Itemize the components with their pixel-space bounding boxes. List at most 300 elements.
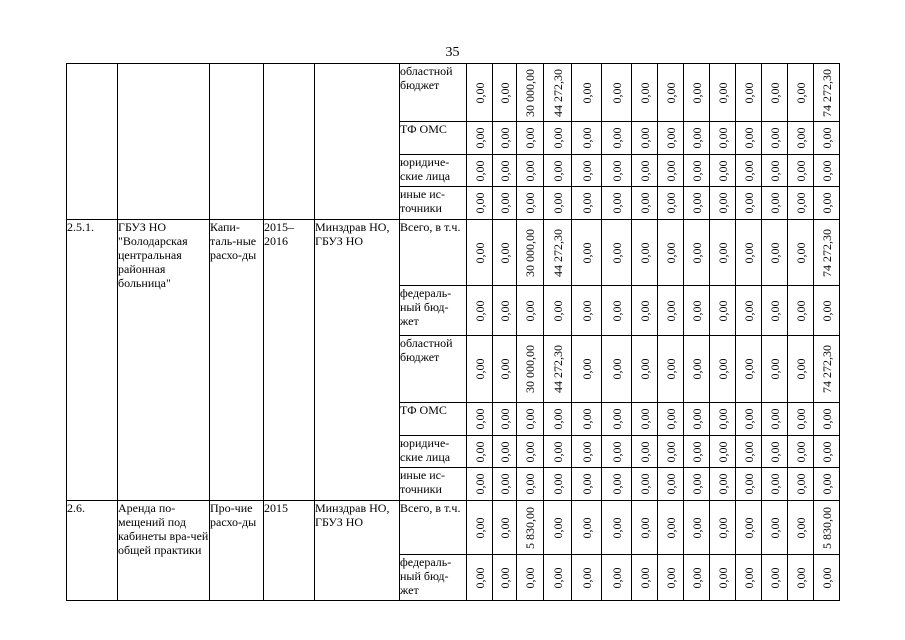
amount-value: 0,00	[715, 127, 730, 149]
amount-cell	[544, 122, 572, 155]
amount-cell	[572, 501, 602, 555]
amount-value: 0,00	[793, 242, 808, 263]
amount-value: 0,00	[793, 358, 808, 380]
amount-value: 0,00	[550, 473, 565, 495]
amount-cell	[544, 501, 572, 555]
funding-source: областной бюджет	[400, 64, 467, 122]
executor: Минздрав НО, ГБУЗ НО	[315, 220, 400, 501]
amount-cell	[493, 122, 517, 155]
amount-cell	[467, 220, 493, 286]
amount-value: 0,00	[609, 127, 624, 149]
amount-cell	[602, 187, 632, 220]
amount-cell	[710, 187, 736, 220]
amount-cell	[602, 155, 632, 187]
empty-cell	[315, 64, 400, 220]
amount-value: 0,00	[689, 517, 704, 538]
amount-value: 74 272,30	[819, 68, 834, 117]
amount-cell	[493, 155, 517, 187]
amount-cell	[736, 555, 762, 601]
amount-cell	[684, 64, 710, 122]
amount-cell	[572, 436, 602, 468]
amount-value: 0,00	[579, 408, 594, 430]
amount-value: 0,00	[689, 473, 704, 495]
amount-value: 0,00	[637, 473, 652, 495]
amount-value: 0,00	[579, 567, 594, 588]
amount-cell	[814, 187, 840, 220]
amount-value: 0,00	[497, 82, 512, 103]
amount-value: 0,00	[715, 300, 730, 321]
amount-value: 74 272,30	[819, 228, 834, 277]
amount-value: 0,00	[472, 300, 487, 321]
funding-source: юридиче-ские лица	[400, 155, 467, 187]
amount-cell	[493, 436, 517, 468]
amount-value: 0,00	[523, 192, 537, 214]
amount-cell	[684, 336, 710, 403]
amount-value: 0,00	[689, 242, 704, 263]
amount-value: 0,00	[715, 441, 730, 462]
amount-cell	[658, 501, 684, 555]
amount-value: 0,00	[609, 473, 624, 495]
amount-value: 0,00	[523, 300, 537, 321]
amount-cell	[814, 555, 840, 601]
amount-cell	[684, 286, 710, 336]
table-row	[67, 220, 840, 286]
amount-value: 0,00	[472, 82, 487, 103]
amount-cell	[762, 187, 788, 220]
amount-value: 0,00	[767, 358, 782, 380]
amount-value: 0,00	[523, 160, 537, 181]
amount-cell	[736, 122, 762, 155]
amount-cell	[788, 336, 814, 403]
amount-value: 0,00	[497, 408, 512, 430]
amount-value: 0,00	[663, 473, 678, 495]
amount-cell	[762, 336, 788, 403]
amount-cell	[684, 468, 710, 501]
amount-cell	[736, 220, 762, 286]
amount-cell	[814, 468, 840, 501]
amount-value: 0,00	[689, 408, 704, 430]
amount-value: 0,00	[472, 242, 487, 263]
amount-cell	[517, 122, 544, 155]
amount-cell	[493, 64, 517, 122]
amount-value: 0,00	[689, 82, 704, 103]
amount-value: 0,00	[609, 82, 624, 103]
amount-cell	[814, 155, 840, 187]
amount-value: 0,00	[741, 517, 756, 538]
expense-type: Капи-таль-ные расхо-ды	[210, 220, 264, 501]
amount-cell	[710, 122, 736, 155]
amount-cell	[684, 403, 710, 436]
amount-cell	[632, 555, 658, 601]
amount-value: 0,00	[497, 358, 512, 380]
funding-source: Всего, в т.ч.	[400, 501, 467, 555]
amount-cell	[710, 220, 736, 286]
amount-cell	[710, 555, 736, 601]
amount-value: 0,00	[741, 567, 756, 588]
amount-cell	[544, 403, 572, 436]
funding-source: иные ис-точники	[400, 468, 467, 501]
amount-cell	[517, 436, 544, 468]
amount-value: 0,00	[715, 82, 730, 103]
amount-cell	[684, 122, 710, 155]
amount-value: 0,00	[579, 242, 594, 263]
amount-value: 0,00	[793, 567, 808, 588]
amount-cell	[736, 336, 762, 403]
amount-cell	[762, 64, 788, 122]
amount-cell	[658, 187, 684, 220]
amount-cell	[493, 501, 517, 555]
amount-value: 0,00	[637, 160, 652, 181]
funding-source: иные ис-точники	[400, 187, 467, 220]
amount-cell	[517, 501, 544, 555]
amount-value: 0,00	[741, 408, 756, 430]
amount-value: 30 000,00	[523, 68, 537, 117]
amount-cell	[762, 286, 788, 336]
amount-value: 0,00	[793, 441, 808, 462]
amount-value: 0,00	[767, 192, 782, 214]
amount-cell	[632, 501, 658, 555]
amount-cell	[493, 555, 517, 601]
amount-value: 0,00	[767, 567, 782, 588]
amount-cell	[814, 122, 840, 155]
item-number: 2.5.1.	[67, 220, 118, 501]
amount-cell	[814, 64, 840, 122]
amount-cell	[517, 64, 544, 122]
amount-value: 0,00	[689, 358, 704, 380]
amount-value: 0,00	[637, 567, 652, 588]
amount-value: 0,00	[637, 441, 652, 462]
amount-cell	[467, 403, 493, 436]
amount-cell	[736, 155, 762, 187]
amount-cell	[762, 436, 788, 468]
amount-value: 0,00	[609, 517, 624, 538]
amount-value: 0,00	[715, 517, 730, 538]
amount-value: 0,00	[497, 192, 512, 214]
amount-value: 0,00	[819, 408, 834, 430]
amount-value: 0,00	[689, 300, 704, 321]
amount-value: 30 000,00	[523, 345, 537, 393]
amount-value: 0,00	[523, 473, 537, 495]
empty-cell	[210, 64, 264, 220]
amount-value: 0,00	[819, 192, 834, 214]
amount-value: 0,00	[637, 127, 652, 149]
amount-cell	[602, 122, 632, 155]
amount-cell	[517, 220, 544, 286]
amount-cell	[493, 220, 517, 286]
amount-value: 0,00	[793, 408, 808, 430]
amount-value: 0,00	[497, 300, 512, 321]
table-row	[67, 64, 840, 122]
amount-cell	[658, 220, 684, 286]
amount-value: 0,00	[579, 517, 594, 538]
amount-cell	[632, 403, 658, 436]
amount-cell	[467, 336, 493, 403]
amount-cell	[710, 336, 736, 403]
amount-cell	[493, 336, 517, 403]
amount-cell	[710, 64, 736, 122]
amount-value: 30 000,00	[523, 228, 537, 277]
amount-value: 0,00	[609, 567, 624, 588]
amount-value: 0,00	[819, 127, 834, 149]
amount-cell	[467, 155, 493, 187]
amount-value: 0,00	[767, 441, 782, 462]
amount-cell	[544, 468, 572, 501]
amount-value: 0,00	[793, 192, 808, 214]
amount-value: 0,00	[741, 127, 756, 149]
amount-cell	[658, 403, 684, 436]
amount-value: 0,00	[767, 517, 782, 538]
funding-source: областной бюджет	[400, 336, 467, 403]
amount-value: 0,00	[767, 473, 782, 495]
amount-cell	[814, 336, 840, 403]
amount-value: 0,00	[523, 441, 537, 462]
amount-cell	[762, 155, 788, 187]
amount-value: 0,00	[523, 408, 537, 430]
amount-cell	[544, 187, 572, 220]
amount-cell	[467, 122, 493, 155]
amount-cell	[788, 220, 814, 286]
amount-cell	[788, 64, 814, 122]
amount-cell	[632, 155, 658, 187]
amount-value: 44 272,30	[550, 68, 565, 117]
amount-value: 0,00	[663, 441, 678, 462]
amount-cell	[658, 122, 684, 155]
amount-value: 0,00	[819, 160, 834, 181]
amount-value: 0,00	[523, 567, 537, 588]
amount-cell	[684, 501, 710, 555]
amount-cell	[710, 501, 736, 555]
amount-value: 0,00	[497, 567, 512, 588]
amount-value: 0,00	[715, 192, 730, 214]
amount-value: 0,00	[715, 358, 730, 380]
amount-cell	[762, 468, 788, 501]
amount-cell	[602, 403, 632, 436]
amount-cell	[544, 336, 572, 403]
amount-value: 0,00	[637, 408, 652, 430]
amount-value: 0,00	[609, 160, 624, 181]
amount-value: 0,00	[609, 300, 624, 321]
amount-cell	[517, 555, 544, 601]
amount-value: 0,00	[472, 567, 487, 588]
amount-cell	[684, 187, 710, 220]
amount-value: 0,00	[819, 300, 834, 321]
amount-value: 0,00	[715, 408, 730, 430]
amount-cell	[632, 436, 658, 468]
amount-cell	[517, 336, 544, 403]
amount-cell	[467, 555, 493, 601]
amount-value: 0,00	[523, 127, 537, 149]
amount-value: 0,00	[793, 160, 808, 181]
amount-cell	[517, 155, 544, 187]
amount-cell	[736, 501, 762, 555]
amount-value: 0,00	[741, 300, 756, 321]
amount-cell	[632, 187, 658, 220]
amount-value: 0,00	[689, 192, 704, 214]
amount-cell	[572, 403, 602, 436]
amount-cell	[658, 436, 684, 468]
amount-cell	[572, 286, 602, 336]
amount-cell	[544, 155, 572, 187]
amount-value: 0,00	[609, 242, 624, 263]
amount-cell	[572, 122, 602, 155]
amount-cell	[572, 220, 602, 286]
amount-cell	[788, 403, 814, 436]
amount-value: 0,00	[741, 160, 756, 181]
amount-value: 0,00	[663, 242, 678, 263]
amount-cell	[658, 155, 684, 187]
amount-value: 0,00	[550, 567, 565, 588]
funding-source: федераль-ный бюд-жет	[400, 555, 467, 601]
amount-value: 0,00	[741, 473, 756, 495]
amount-cell	[762, 555, 788, 601]
amount-cell	[632, 220, 658, 286]
amount-value: 0,00	[472, 192, 487, 214]
amount-cell	[602, 468, 632, 501]
amount-value: 0,00	[793, 127, 808, 149]
amount-value: 0,00	[819, 473, 834, 495]
amount-value: 0,00	[637, 300, 652, 321]
amount-value: 0,00	[550, 127, 565, 149]
amount-value: 0,00	[497, 517, 512, 538]
amount-cell	[684, 555, 710, 601]
period: 2015	[264, 501, 315, 601]
amount-value: 0,00	[767, 82, 782, 103]
amount-cell	[632, 468, 658, 501]
amount-cell	[736, 286, 762, 336]
amount-value: 0,00	[793, 517, 808, 538]
amount-cell	[710, 436, 736, 468]
amount-value: 0,00	[663, 567, 678, 588]
amount-value: 0,00	[579, 192, 594, 214]
amount-value: 0,00	[609, 192, 624, 214]
amount-cell	[684, 155, 710, 187]
amount-cell	[632, 286, 658, 336]
empty-cell	[67, 64, 118, 220]
amount-value: 0,00	[497, 242, 512, 263]
amount-value: 0,00	[767, 242, 782, 263]
funding-source: ТФ ОМС	[400, 122, 467, 155]
amount-value: 0,00	[793, 82, 808, 103]
amount-value: 0,00	[609, 441, 624, 462]
amount-cell	[788, 468, 814, 501]
amount-cell	[632, 336, 658, 403]
amount-cell	[788, 122, 814, 155]
amount-value: 0,00	[497, 473, 512, 495]
amount-value: 0,00	[715, 242, 730, 263]
amount-value: 5 830,00	[523, 506, 537, 549]
amount-value: 0,00	[741, 441, 756, 462]
amount-cell	[658, 64, 684, 122]
amount-value: 0,00	[637, 82, 652, 103]
amount-value: 0,00	[663, 127, 678, 149]
amount-cell	[736, 436, 762, 468]
amount-cell	[467, 468, 493, 501]
funding-source: федераль-ный бюд-жет	[400, 286, 467, 336]
amount-value: 0,00	[689, 567, 704, 588]
amount-cell	[788, 501, 814, 555]
amount-value: 0,00	[793, 300, 808, 321]
amount-value: 0,00	[550, 192, 565, 214]
amount-cell	[602, 64, 632, 122]
amount-cell	[762, 403, 788, 436]
amount-cell	[544, 64, 572, 122]
amount-value: 0,00	[793, 473, 808, 495]
amount-value: 0,00	[741, 358, 756, 380]
amount-cell	[814, 403, 840, 436]
amount-value: 0,00	[819, 441, 834, 462]
amount-value: 0,00	[637, 192, 652, 214]
amount-cell	[814, 286, 840, 336]
amount-cell	[684, 436, 710, 468]
amount-value: 0,00	[472, 517, 487, 538]
amount-value: 0,00	[663, 408, 678, 430]
amount-value: 0,00	[550, 517, 565, 538]
amount-cell	[658, 555, 684, 601]
amount-value: 0,00	[579, 160, 594, 181]
amount-cell	[493, 187, 517, 220]
amount-value: 44 272,30	[550, 228, 565, 277]
amount-cell	[572, 468, 602, 501]
amount-cell	[467, 286, 493, 336]
amount-cell	[736, 403, 762, 436]
page-number: 35	[445, 45, 460, 60]
item-number: 2.6.	[67, 501, 118, 601]
amount-value: 0,00	[550, 441, 565, 462]
amount-value: 0,00	[819, 567, 834, 588]
amount-value: 0,00	[689, 441, 704, 462]
amount-value: 0,00	[663, 300, 678, 321]
amount-value: 0,00	[609, 408, 624, 430]
amount-cell	[517, 187, 544, 220]
amount-cell	[736, 468, 762, 501]
amount-value: 0,00	[663, 358, 678, 380]
amount-value: 0,00	[472, 160, 487, 181]
amount-cell	[762, 122, 788, 155]
executor: Минздрав НО, ГБУЗ НО	[315, 501, 400, 601]
amount-value: 0,00	[609, 358, 624, 380]
amount-cell	[736, 187, 762, 220]
amount-cell	[658, 286, 684, 336]
amount-cell	[493, 468, 517, 501]
amount-value: 0,00	[472, 408, 487, 430]
amount-value: 0,00	[663, 82, 678, 103]
amount-value: 0,00	[579, 300, 594, 321]
amount-value: 74 272,30	[819, 345, 834, 393]
amount-cell	[788, 555, 814, 601]
expense-type: Про-чие расхо-ды	[210, 501, 264, 601]
empty-cell	[264, 64, 315, 220]
funding-source: ТФ ОМС	[400, 403, 467, 436]
amount-value: 0,00	[550, 408, 565, 430]
amount-cell	[544, 286, 572, 336]
amount-value: 5 830,00	[819, 506, 834, 549]
funding-source: Всего, в т.ч.	[400, 220, 467, 286]
amount-cell	[602, 436, 632, 468]
amount-value: 0,00	[579, 127, 594, 149]
funding-source: юридиче-ские лица	[400, 436, 467, 468]
amount-value: 0,00	[579, 358, 594, 380]
amount-value: 0,00	[689, 160, 704, 181]
amount-value: 0,00	[767, 127, 782, 149]
period: 2015–2016	[264, 220, 315, 501]
amount-value: 44 272,30	[550, 345, 565, 393]
amount-value: 0,00	[637, 358, 652, 380]
amount-value: 0,00	[741, 82, 756, 103]
amount-cell	[544, 555, 572, 601]
amount-value: 0,00	[550, 300, 565, 321]
amount-cell	[602, 555, 632, 601]
amount-value: 0,00	[472, 441, 487, 462]
